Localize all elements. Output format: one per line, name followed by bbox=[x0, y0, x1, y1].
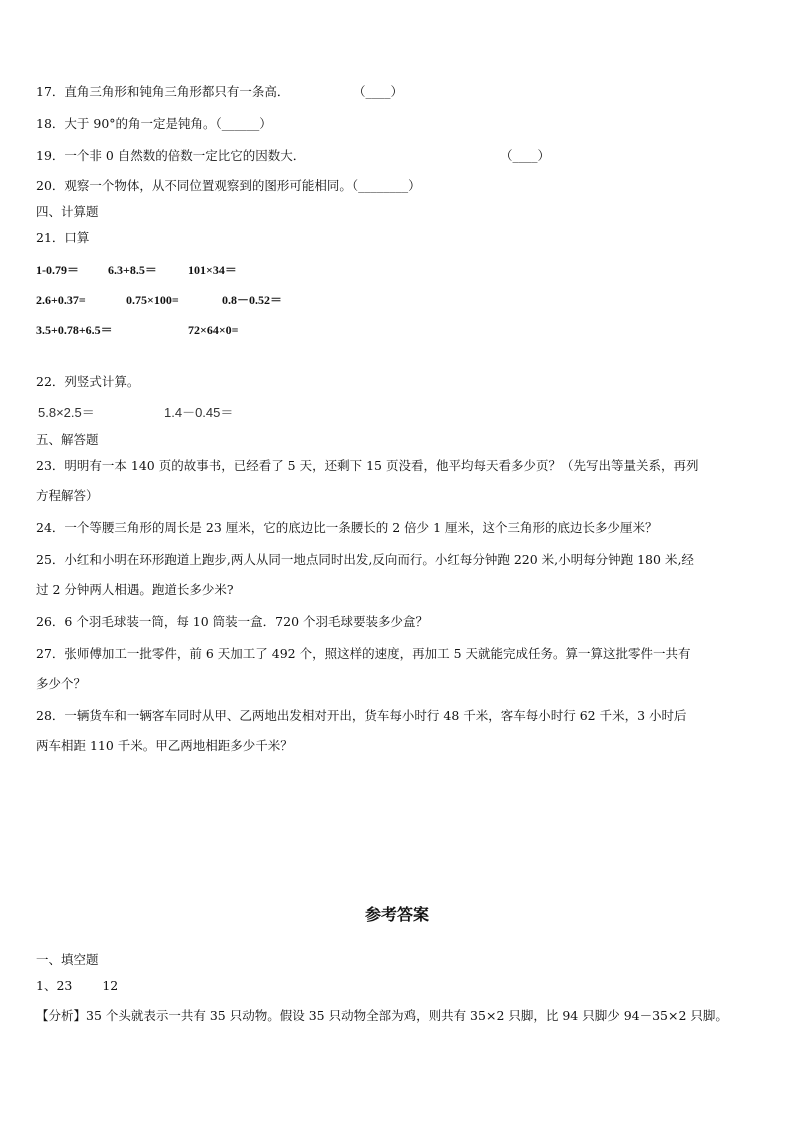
question-19: 19．一个非 0 自然数的倍数一定比它的因数大． bbox=[36, 148, 306, 163]
question-26: 26．6 个羽毛球装一筒，每 10 筒装一盒．720 个羽毛球要装多少盒？ bbox=[36, 614, 429, 629]
answer-section-heading: 一、填空题 bbox=[36, 952, 99, 967]
section-heading-calculation: 四、计算题 bbox=[36, 204, 99, 219]
answer-1-label: 1、23 bbox=[36, 978, 73, 993]
answer-key-title: 参考答案 bbox=[364, 905, 429, 924]
question-21-label: 21．口算 bbox=[36, 230, 90, 245]
question-25-line1: 25．小红和小明在环形跑道上跑步,两人从同一地点同时出发,反向而行。小红每分钟跑 220 米,小明每分钟跑 180 米,经 bbox=[36, 552, 694, 567]
question-25-line2: 过 2 分钟两人相遇。跑道长多少米? bbox=[36, 582, 234, 597]
vertical-calc-item: 5.8×2.5＝ bbox=[38, 405, 95, 420]
question-18: 18．大于 90°的角一定是钝角。（______） bbox=[36, 116, 272, 131]
vertical-calc-item: 1.4－0.45＝ bbox=[164, 405, 234, 420]
question-17: 17．直角三角形和钝角三角形都只有一条高． bbox=[36, 84, 290, 99]
answer-blank-18[interactable]: （______） bbox=[215, 116, 272, 131]
question-28-line1: 28．一辆货车和一辆客车同时从甲、乙两地出发相对开出，货车每小时行 48 千米，客车每小时行 62 千米，3 小时后 bbox=[36, 708, 687, 723]
question-24: 24．一个等腰三角形的周长是 23 厘米，它的底边比一条腰长的 2 倍少 1 厘米，这个三角形的底边长多少厘米？ bbox=[36, 520, 658, 535]
oral-calc-item: 3.5+0.78+6.5＝ bbox=[36, 323, 113, 337]
oral-calc-item: 0.8－0.52＝ bbox=[222, 293, 283, 307]
question-23-line2: 方程解答） bbox=[36, 488, 99, 503]
answer-blank-19[interactable]: （____） bbox=[500, 148, 551, 163]
question-28-line2: 两车相距 110 千米。甲乙两地相距多少千米？ bbox=[36, 738, 293, 753]
oral-calc-item: 2.6+0.37= bbox=[36, 293, 86, 307]
oral-calc-item: 1-0.79＝ bbox=[36, 263, 79, 277]
question-27-line2: 多少个？ bbox=[36, 676, 87, 691]
section-heading-word-problems: 五、解答题 bbox=[36, 432, 99, 447]
answer-blank-17[interactable]: （____） bbox=[353, 84, 404, 99]
answer-1 bbox=[36, 978, 118, 994]
question-20: 20．观察一个物体，从不同位置观察到的图形可能相同。（________） bbox=[36, 178, 421, 193]
answer-analysis: 【分析】35 个头就表示一共有 35 只动物。假设 35 只动物全部为鸡，则共有 35×2 只脚，比 94 只脚少 94－35×2 只脚。 bbox=[36, 1008, 728, 1023]
answer-blank-20[interactable]: （________） bbox=[351, 178, 421, 193]
oral-calc-item: 6.3+8.5＝ bbox=[108, 263, 157, 277]
oral-calc-item: 0.75×100= bbox=[126, 293, 179, 307]
oral-calc-item: 72×64×0= bbox=[188, 323, 239, 337]
answer-1-value: 12 bbox=[102, 978, 119, 993]
oral-calc-item: 101×34＝ bbox=[188, 263, 237, 277]
question-23-line1: 23．明明有一本 140 页的故事书，已经看了 5 天，还剩下 15 页没看，他平均每天看多少页？（先写出等量关系，再列 bbox=[36, 458, 699, 473]
question-22-label: 22．列竖式计算。 bbox=[36, 374, 140, 389]
question-27-line1: 27．张师傅加工一批零件，前 6 天加工了 492 个，照这样的速度，再加工 5 天就能完成任务。算一算这批零件一共有 bbox=[36, 646, 691, 661]
